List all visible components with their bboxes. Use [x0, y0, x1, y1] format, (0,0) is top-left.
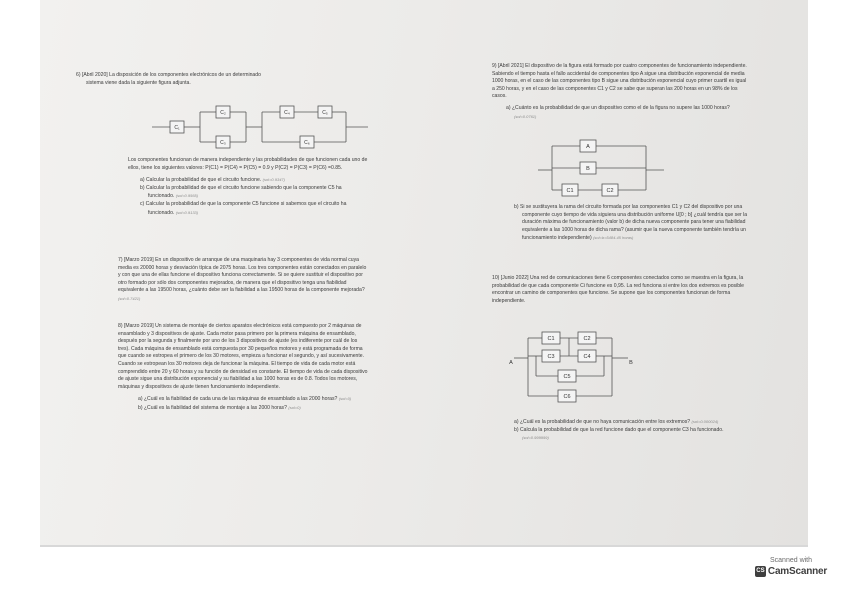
q9-part-b-solution: (sol=b=5484.45 horas) [593, 235, 634, 241]
q10-c1-label: C1 [547, 336, 555, 342]
q6-part-b: b) Calcular la probabilidad de que el circuito funcione sabiendo que la componente C5 ha funcionado. (sol=0.9565) [140, 184, 342, 200]
q6-part-a: a) Calcular la probabilidad de que el circuito funcione. (sol=0.9347) [140, 177, 285, 184]
q6-part-c: c) Calcular la probabilidad de que la componente C5 funcione si sabemos que el circuito ha funcionado. (sol=0.9133) [140, 200, 347, 216]
q6-part-c-solution: (sol=0.9133) [175, 209, 199, 215]
q9-c1-label: C1 [566, 188, 574, 194]
q10-c5-label: C5 [563, 374, 571, 380]
camscanner-watermark [752, 556, 830, 590]
q8-block [118, 323, 370, 413]
q6-body: Los componentes funcionan de manera independiente y las probabilidades de que funcionen cada uno de ellos, tiene los siguientes valores: P(C1) = P(C4) = P(C5) = 0.9 y P(C2) = P(C3) = P(C6) =0.85. [128, 157, 368, 171]
q9-a-label: A [586, 144, 590, 150]
q6-part-a-solution: (sol=0.9347) [262, 177, 285, 183]
q8-part-a-solution: (sol=0) [338, 396, 352, 402]
q6-title: 6) [Abril 2020] La disposición de los componentes electrónicos de un determinado [76, 72, 261, 78]
left-column [76, 72, 326, 91]
q9-block [492, 63, 748, 121]
camscanner-icon: CS [755, 566, 766, 577]
q10-text: 10) [Junio 2022] Una red de comunicaciones tiene 6 componentes conectados como se muestra en la figura, la probabilidad de que cada componente Ci funcione es 0,95. La red funciona si entre los dos extremos es posible encontrar un camino de componentes que funcione. Se supone que los componentes funcionan de forma independiente. [492, 275, 745, 304]
q6-c4-label: C₄ [284, 110, 290, 116]
q6-c2-label: C₂ [220, 110, 226, 116]
q6-c6-label: C₆ [304, 140, 310, 146]
q8-part-a: a) ¿Cuál es la fiabilidad de cada una de las máquinas de ensamblado a las 2000 horas? (sol=0) [138, 396, 352, 403]
q8-part-b: b) ¿Cuál es la fiabilidad del sistema de montaje a las 2000 horas? (sol=0) [138, 404, 301, 411]
q9-circuit-diagram [536, 136, 666, 202]
q10-part-b-solution: (sol=0.999999) [522, 435, 549, 441]
q9-part-b-block [512, 204, 748, 243]
q7-block [118, 257, 370, 308]
q10-c6-label: C6 [563, 394, 571, 400]
q8-part-b-solution: (sol=0) [288, 404, 301, 410]
q8-text: 8) [Marzo 2019] Un sistema de montaje de ciertos aparatos electrónicos está compuesto por 2 máquinas de ensamblado y 3 dispositivos de ajuste. Cada motor pasa primero por la primera máquina de ensamblado, después por la segunda y finalmente por uno de los 3 dispositivos de ajuste (es indiferente por cuál de los tres). Cada máquina de ensamblado está compuesta por 30 pequeños motores y está programada de forma que cuando se estropea el primero de los 30 motores, empieza a funcionar el segundo, y así sucesivamente. Cuando se estropean los 30 motores deja de funcionar la máquina. El tiempo de vida de cada motor está comprendido entre 20 y 60 horas y su función de densidad es constante. El tiempo de vida de cada dispositivo de ajuste sigue una distribución exponencial y su fiabilidad a las 1000 horas es de 0.8. Todos los motores, máquinas y dispositivos de ajuste tienen funcionamiento independiente. [118, 323, 368, 390]
q10-c3-label: C3 [547, 354, 555, 360]
q9-part-a: a) ¿Cuánto es la probabilidad de que un dispositivo como el de la figura no supere las 1000 horas? (sol=0.0761) [506, 104, 730, 119]
scanned-with-label: Scanned with [769, 557, 813, 564]
q10-part-a-solution: (sol=0.000024) [691, 419, 719, 424]
q10-block [492, 275, 748, 309]
q9-c2-label: C2 [606, 188, 614, 194]
q6-body-block [128, 157, 368, 217]
q6-c3-label: C₃ [220, 140, 226, 146]
q6-title-line2: sistema viene dada la siguiente figura adjunta. [86, 79, 191, 86]
q10-b-label: B [629, 360, 633, 366]
q9-part-a-solution: (sol=0.0761) [514, 113, 537, 119]
page-edge-shadow [40, 545, 808, 547]
q6-c5-label: C₅ [322, 110, 328, 116]
q10-network-diagram [506, 328, 640, 408]
q9-b-label: B [586, 166, 590, 172]
q10-c4-label: C4 [583, 354, 591, 360]
q10-parts-block [512, 418, 748, 443]
q10-part-a: a) ¿Cuál es la probabilidad de que no haya comunicación entre los extremos? (sol=0.000024) [514, 419, 719, 425]
q7-solution: (sol=0.7421) [118, 295, 141, 301]
camscanner-brand: CamScanner [767, 566, 828, 577]
q9-part-b: b) Si se sustituyera la rama del circuito formada por las componentes C1 y C2 del dispositivo por una componente cuyo tiempo de vida siguiera una distribución uniforme U[0 ; b] ¿cuál tendría que ser la duración máxima de funcionamiento (valor b) de dicha nueva componente para tener una fiabilidad equivalente a las 1000 horas de dicha rama? (asumir que la nueva componente también tendría un funcionamiento independiente) (sol=b=5484.45 horas) [514, 204, 748, 242]
q10-a-label: A [509, 360, 513, 366]
q6-part-b-solution: (sol=0.9565) [175, 193, 199, 199]
q10-c2-label: C2 [583, 336, 591, 342]
q7-text: 7) [Marzo 2019] En un dispositivo de arranque de una maquinaria hay 3 componentes de vida normal cuya media es 20000 horas y desviación típica de 2075 horas. Los tres componentes están conectados en paralelo y con que una de ellas funcione el dispositivo funciona correctamente. Si se quiere sustituir el dispositivo por otro formado por sólo dos componentes mejorados, de manera que el dispositivo tenga una fiabilidad equivalente a las 19500 horas, ¿cuánto debe ser la fiabilidad a las 19500 horas de la componente mejorada? (sol=0.7421) [118, 257, 367, 301]
q6-c1-label: C₁ [174, 125, 180, 131]
q6-circuit-diagram [150, 100, 370, 152]
q10-part-b: b) Calcula la probabilidad de que la red funcione dado que el componente C3 ha funcionado. (sol=0.999999) [514, 426, 724, 441]
q9-text: 9) [Abril 2021] El dispositivo de la figura está formado por cuatro componentes de funcionamiento independiente. Sabiendo el tiempo hasta el fallo accidental de componentes tipo A sigue una distribución exponencial de media 1000 horas, en el caso de las componentes tipo B sigue una distribución exponencial cuyo primer cuartil es igual a 250 horas, y en el caso de las componentes C1 y C2 se sabe que superan las 200 horas en un 98% de los casos. [492, 63, 747, 100]
